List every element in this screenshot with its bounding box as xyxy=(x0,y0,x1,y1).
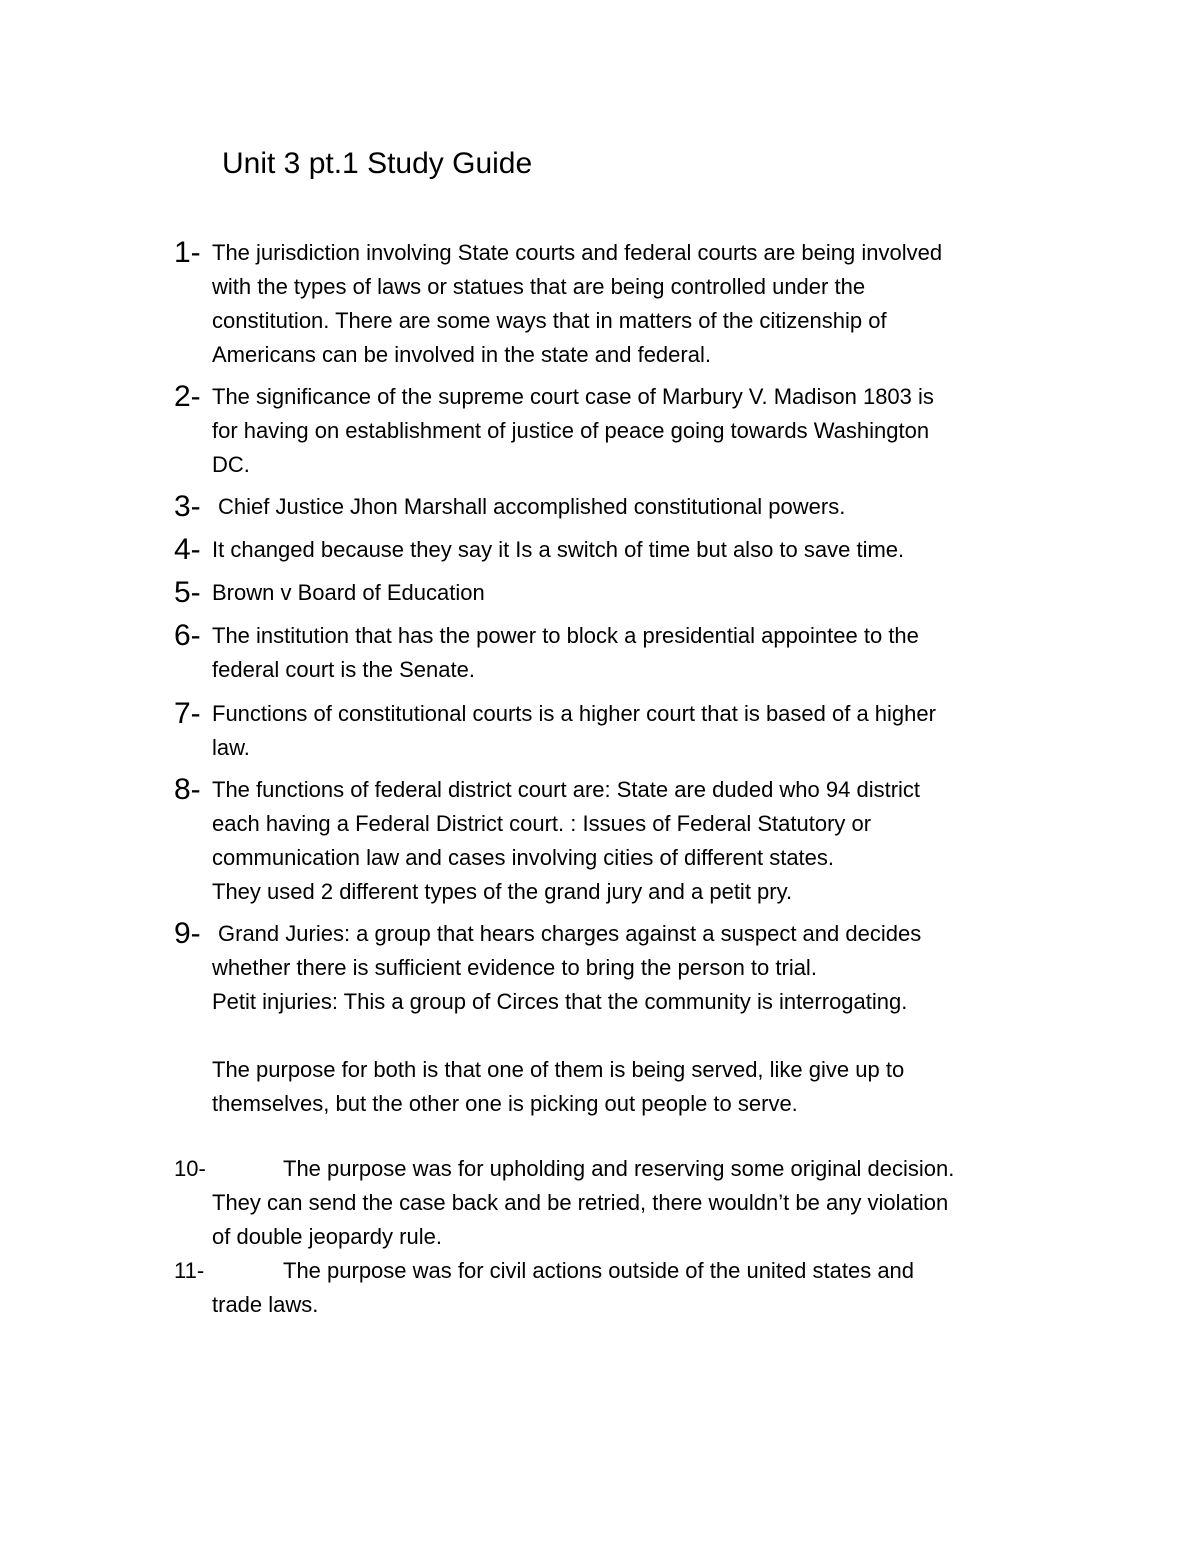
item-text-line: Grand Juries: a group that hears charges against a suspect and decides xyxy=(218,921,922,946)
item-text-line: Functions of constitutional courts is a higher court that is based of a higher xyxy=(212,701,936,726)
item-text-line: They can send the case back and be retried, there wouldn’t be any violation xyxy=(212,1190,949,1215)
item-text-line: The purpose was for civil actions outside of the united states and xyxy=(283,1258,915,1283)
item-text-line: The functions of federal district court are: State are duded who 94 district xyxy=(212,777,921,802)
item-number: 6- xyxy=(174,619,201,652)
item-number: 9- xyxy=(174,917,201,950)
item-text-line: for having on establishment of justice of peace going towards Washington xyxy=(212,418,930,443)
item-text-line: Chief Justice Jhon Marshall accomplished constitutional powers. xyxy=(218,494,846,519)
item-text-line: whether there is sufficient evidence to bring the person to trial. xyxy=(212,955,817,980)
item-number: 11- xyxy=(174,1258,205,1283)
item-text-line: themselves, but the other one is picking out people to serve. xyxy=(212,1091,798,1116)
item-text-line: Brown v Board of Education xyxy=(212,580,485,605)
item-text-line: It changed because they say it Is a switch of time but also to save time. xyxy=(212,537,905,562)
item-text-line: DC. xyxy=(212,452,250,477)
item-text-line: constitution. There are some ways that in matters of the citizenship of xyxy=(212,308,887,333)
item-number: 2- xyxy=(174,380,201,413)
item-number: 3- xyxy=(174,490,201,523)
item-text-line: The significance of the supreme court case of Marbury V. Madison 1803 is xyxy=(212,384,934,409)
item-text-line: law. xyxy=(212,735,250,760)
item-number: 7- xyxy=(174,697,201,730)
item-number: 1- xyxy=(174,236,201,269)
item-text-line: of double jeopardy rule. xyxy=(212,1224,442,1249)
item-text-line: The purpose was for upholding and reserving some original decision. xyxy=(283,1156,955,1181)
item-text-line: each having a Federal District court. : Issues of Federal Statutory or xyxy=(212,811,872,836)
item-text-line: communication law and cases involving cities of different states. xyxy=(212,845,835,870)
item-text-line: trade laws. xyxy=(212,1292,319,1317)
item-text-line: with the types of laws or statues that are being controlled under the xyxy=(212,274,866,299)
item-text-line: The institution that has the power to block a presidential appointee to the xyxy=(212,623,919,648)
item-number: 10- xyxy=(174,1156,206,1181)
item-number: 4- xyxy=(174,533,201,566)
item-text-line: Petit injuries: This a group of Circes that the community is interrogating. xyxy=(212,989,908,1014)
item-text-line: The purpose for both is that one of them is being served, like give up to xyxy=(212,1057,905,1082)
page-title: Unit 3 pt.1 Study Guide xyxy=(222,147,533,180)
item-text-line: federal court is the Senate. xyxy=(212,657,475,682)
item-number: 5- xyxy=(174,576,201,609)
item-text-line: The jurisdiction involving State courts and federal courts are being involved xyxy=(212,240,943,265)
item-text-line: They used 2 different types of the grand jury and a petit pry. xyxy=(212,879,793,904)
item-number: 8- xyxy=(174,773,201,806)
item-text-line: Americans can be involved in the state and federal. xyxy=(212,342,711,367)
